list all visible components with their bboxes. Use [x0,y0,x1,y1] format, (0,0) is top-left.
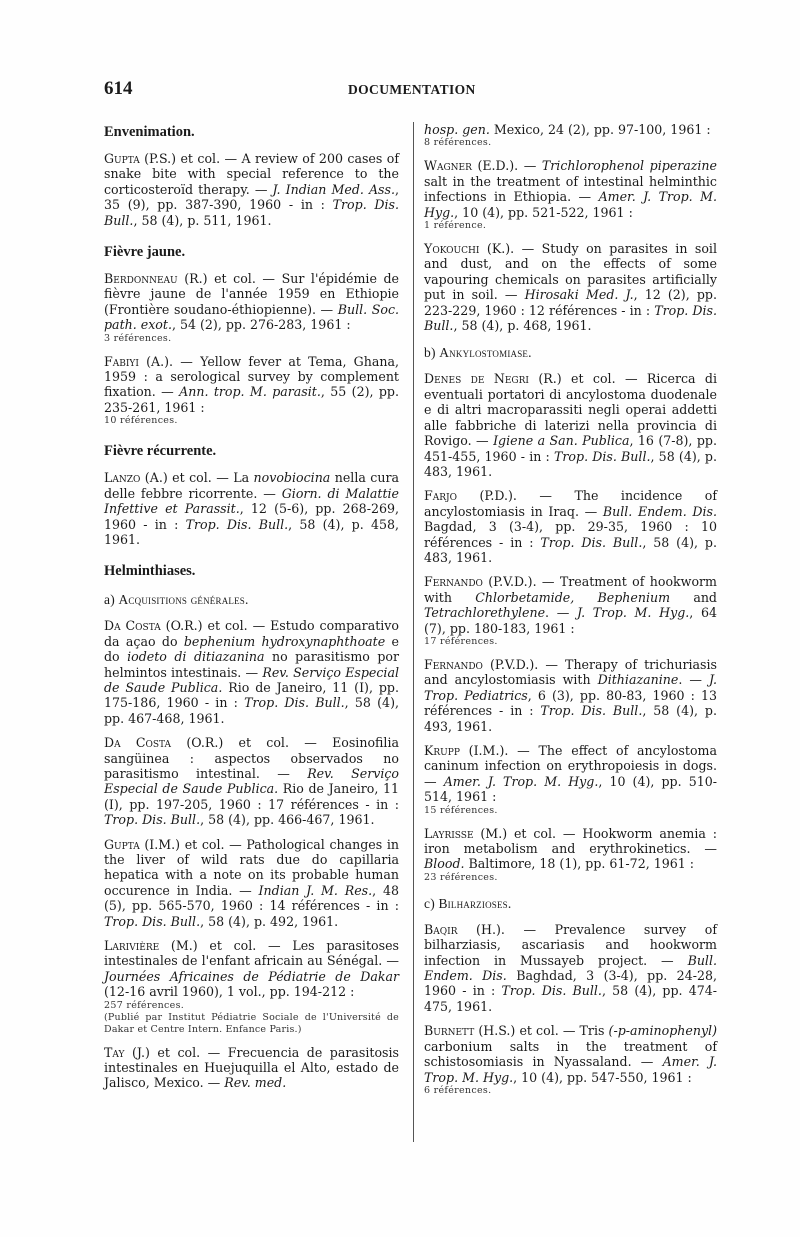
entry-author: Yokouchi [424,241,480,257]
bibliography-entry [104,735,399,827]
entry-reference-count: 10 références. [104,415,178,427]
entry-journal: Rev. med. [224,1075,287,1091]
entry-text: (I.M.) et col. — Pathological changes in the liver of wild rats due do capillaria hepatica with a note on its probable human occurence in India. — [104,836,399,898]
entry-text: (J.) et col. — Frecuencia de parasitosis intestinales en Huejuquilla el Alto, estado de Jalisco, Mexico. — [104,1044,399,1091]
entry-text: (R.) et col. — Sur l'épidémie de fièvre jaune de l'année 1959 en Ethiopie (Frontière soudano-éthiopienne). — [104,271,399,317]
entry-journal: Amer. J. Trop. M. Hyg. [424,189,717,220]
entry-journal: Trop. Dis. Bull. [540,703,643,719]
entry-journal: Igiene a San. Publica [493,433,630,449]
entry-text: , 6 (3), pp. 80-83, 1960 : 13 références - in : [424,687,717,719]
entry-text: , 54 (2), pp. 276-283, 1961 : [171,317,351,333]
entry-author: Fernando [424,574,483,590]
bibliography-entry [424,743,717,817]
entry-text: (A.). — Yellow fever at Tema, Ghana, 1959 : a serological survey by complement fixation. — [104,353,399,400]
entry-journal: Amer. J. Trop. M. Hyg. [443,773,599,789]
entry-journal: Trop. Dis. Bull. [104,197,399,228]
bibliography-entry [424,158,717,232]
entry-text: (I.M.). — The effect of ancylostoma caninum infection on erythropoiesis in dogs. — [424,743,717,789]
entry-journal: Trop. Dis. Bull. [554,448,651,464]
subsection-title: Ankylostomiase. [439,345,532,361]
entry-author: Farjo [424,488,458,504]
entry-author: Gupta [104,151,140,166]
entry-text: , 58 (4), p. 468, 1961. [453,318,592,334]
subsection-letter: a) [104,592,119,608]
entry-author: Da Costa [104,735,172,751]
entry-reference-count: 23 références. [424,871,498,883]
entry-text: . — [545,605,578,621]
entry-text: Rio de Janeiro, 11 (I), pp. 175-186, 1960 - in : [104,679,399,711]
entry-text: , 16 (7-8), pp. 451-455, 1960 - in : [424,433,717,464]
entry-journal: Indian J. M. Res. [258,882,373,898]
bibliography-entry [424,826,717,884]
entry-author: Denes de Negri [424,371,529,387]
entry-text: , 12 (5-6), pp. 268-269, 1960 - in : [104,501,399,532]
entry-text: , 58 (4), p. 492, 1961. [200,913,339,929]
entry-italic: Trichlorophenol piperazine [541,158,717,174]
entry-journal: Rev. Serviço Especial de Saude Publica. [104,765,399,797]
bibliography-entry [104,151,399,228]
entry-journal: hosp. gen. [424,122,490,137]
entry-journal: Ann. trop. M. parasit. [179,384,321,400]
subsection-letter: b) [424,345,440,361]
entry-text: , 58 (4), pp. 466-467, 1961. [200,812,375,828]
entry-text: (O.R.) et col. — Eosinofilia sangüinea : aspectos observados no parasitismo intestinal. — [104,735,399,781]
entry-text: , 64 (7), pp. 180-183, 1961 : [424,605,717,636]
page-number: 614 [104,78,133,99]
entry-text: , 35 (9), pp. 387-390, 1960 - in : [104,181,399,213]
entry-reference-count: 6 références. [424,1084,492,1096]
bibliography-entry [104,938,399,1036]
entry-text: (E.D.). — [471,158,542,174]
entry-reference-count: 1 référence. [424,220,487,232]
entry-author: Lanzo [104,470,141,486]
bibliography-entry [424,922,717,1014]
entry-text: , 10 (4), pp. 521-522, 1961 : [454,204,633,220]
left-column [104,122,399,1100]
entry-author: Krupp [424,743,460,758]
entry-author: Tay [104,1044,125,1060]
entry-italic: novobiocina [253,470,331,486]
entry-journal: Trop. Dis. Bull. [244,695,345,711]
entry-reference-count: 17 références. [424,635,498,647]
entry-journal: Trop. Dis. Bull. [424,302,717,334]
entry-author: Berdonneau [104,271,178,287]
entry-text: and [670,589,717,605]
entry-text: (P.V.D.). — Treatment of hookworm with [424,574,717,605]
entry-reference-count: 3 références. [104,332,172,344]
entry-journal: Hirosaki Med. J. [524,287,634,303]
entry-text: , 58 (4), pp. 474-475, 1961. [424,983,717,1014]
subsection-heading-bilharzioses [424,896,717,912]
entry-author: Larivière [104,938,160,954]
entry-journal: Trop. Dis. Bull. [540,534,643,550]
entry-text: Mexico, 24 (2), pp. 97-100, 1961 : [489,122,711,137]
entry-text: (H.S.) et col. — Tris [474,1023,609,1039]
bibliography-entry [104,837,399,929]
bibliography-entry [424,488,717,565]
entry-journal: Trop. Dis. Bull. [501,983,602,999]
bibliography-entry [424,371,717,479]
entry-italic: iodeto di ditiazanina [127,649,265,665]
entry-journal: Bull. Endem. Dis. [424,952,717,984]
entry-journal: Giorn. di Malattie Infettive et Parassit. [104,485,399,517]
entry-author: Baqir [424,921,458,937]
entry-journal: Bull. Endem. Dis. [602,503,717,519]
entry-text: e do [104,633,399,665]
entry-text: , 58 (4), pp. 467-468, 1961. [104,695,399,726]
entry-text: . — [678,672,709,688]
running-head: DOCUMENTATION [348,82,476,97]
entry-text: (M.) et col. — Hookworm anemia : iron metabolism and erythrokinetics. — [424,825,717,857]
bibliography-entry-continued [424,122,717,149]
subsection-heading-acquisitions [104,592,399,608]
entry-journal: Trop. Dis. Bull. [185,516,289,532]
entry-text: (K.). — Study on parasites in soil and dust, and on the effects of some vapouring chemicals on parasites artificially put in soil. — [424,241,717,303]
entry-text: (H.). — Prevalence survey of bilharziasis, ascariasis and hookworm infection in Mussayeb project. — [424,921,717,968]
section-heading-fievre-recurrente: Fièvre récurrente. [104,443,217,460]
entry-italic: Dithiazanine [597,672,679,688]
bibliography-entry [104,354,399,428]
entry-text: , 58 (4), p. 483, 1961. [424,448,718,479]
entry-journal: Trop. Dis. Bull. [104,812,201,828]
bibliography-entry [104,271,399,345]
entry-text: (12-16 avril 1960), 1 vol., pp. 194-212 : [104,984,355,1000]
subsection-title: Bilharzioses. [438,895,512,911]
entry-text: no parasitismo por helmintos intestinais. — [104,649,399,680]
bibliography-entry [424,574,717,648]
bibliography-entry [424,1023,717,1097]
entry-author: Da Costa [104,618,161,634]
subsection-letter: c) [424,895,439,911]
bibliography-entry [104,470,399,547]
entry-note: (Publié par Institut Pédiatrie Sociale de l'Université de Dakar et Centre Intern. Enfance Paris.) [104,1011,399,1035]
entry-author: Gupta [104,836,140,852]
entry-author: Wagner [424,158,472,174]
entry-text: , 58 (4), p. 458, 1961. [104,516,399,547]
entry-journal: Journées Africaines de Pédiatrie de Dakar [104,968,399,984]
entry-text: Baltimore, 18 (1), pp. 61-72, 1961 : [464,856,695,872]
entry-text: , 10 (4), pp. 547-550, 1961 : [513,1069,692,1085]
right-column [424,122,717,1106]
entry-author: Fernando [424,656,483,672]
entry-journal: Bull. Soc. path. exot. [104,301,399,333]
entry-italic: bephenium hydroxynaphthoate [183,633,386,649]
entry-text: carbonium salts in the treatment of schistosomiasis in Nyassaland. — [424,1038,717,1070]
entry-text: nella cura delle febbre ricorrente. — [104,470,399,501]
entry-journal: Trop. Dis. Bull. [104,913,201,929]
entry-text: salt in the treatment of intestinal helminthic infections in Ethiopia. — [424,173,717,205]
subsection-heading-ankylostomiase [424,345,717,361]
entry-text: , 12 (2), pp. 223-229, 1960 : 12 références - in : [424,287,717,318]
entry-author: Layrisse [424,825,474,841]
entry-text: (O.R.) et col. — Estudo comparativo da açao do [104,618,399,649]
entry-journal: J. Trop. M. Hyg. [577,605,690,621]
entry-reference-count: 15 références. [424,804,498,816]
section-heading-envenimation: Envenimation. [104,124,195,140]
entry-text: , 48 (5), pp. 565-570, 1960 : 14 références - in : [104,882,399,914]
bibliography-entry [424,241,717,333]
entry-text: , 55 (2), pp. 235-261, 1961 : [104,384,399,415]
bibliography-entry [104,1045,399,1091]
entry-italic: (-p-aminophenyl) [608,1023,717,1039]
entry-text: Rio de Janeiro, 11 (I), pp. 197-205, 1960 : 17 références - in : [104,781,399,812]
column-divider [413,122,414,1142]
bibliography-entry [104,618,399,726]
section-heading-fievre-jaune: Fièvre jaune. [104,244,186,261]
entry-text: (R.) et col. — Ricerca di eventuali portatori di ancylostoma duodenale e di altri macroparassiti negli operai addetti alle fabbriche di laterizi nella provincia di Rovigo. — [424,371,717,449]
entry-text: (P.D.). — The incidence of ancylostomiasis in Iraq. — [424,488,717,519]
entry-author: Fabiyi [104,353,139,369]
entry-text: , 58 (4), p. 483, 1961. [424,534,717,565]
entry-text: , 10 (4), pp. 510-514, 1961 : [424,773,717,805]
entry-journal: Amer. J. Trop. M. Hyg. [424,1054,717,1085]
entry-reference-count: 257 références. [104,999,185,1011]
entry-journal: Blood. [424,856,465,872]
entry-italic: Chlorbetamide, Bephenium [475,589,671,605]
entry-italic: Tetrachlorethylene [424,605,546,621]
entry-reference-count: 8 références. [424,137,492,149]
entry-text: Bagdad, 3 (3-4), pp. 29-35, 1960 : 10 références - in : [424,519,717,550]
entry-text: , 58 (4), p. 511, 1961. [133,212,272,228]
entry-journal: J. Indian Med. Ass. [272,181,395,197]
entry-journal: J. Trop. Pediatrics [424,672,718,703]
entry-text: (P.V.D.). — Therapy of trichuriasis and ancylostomiasis with [424,656,717,688]
section-heading-helminthiases: Helminthiases. [104,563,196,580]
entry-text: (A.) et col. — La [140,470,254,486]
entry-author: Burnett [424,1023,475,1039]
bibliography-entry [424,657,717,734]
entry-text: , 58 (4), p. 493, 1961. [424,703,717,734]
entry-text: (P.S.) et col. — A review of 200 cases of snake bite with special reference to the corticosteroïd therapy. — [104,151,399,197]
subsection-title: Acquisitions générales. [118,592,249,608]
entry-text: Baghdad, 3 (3-4), pp. 24-28, 1960 - in : [424,968,717,999]
entry-text: (M.) et col. — Les parasitoses intestinales de l'enfant africain au Sénégal. — [104,938,399,969]
entry-journal: Rev. Serviço Especial de Saude Publica. [104,664,399,695]
